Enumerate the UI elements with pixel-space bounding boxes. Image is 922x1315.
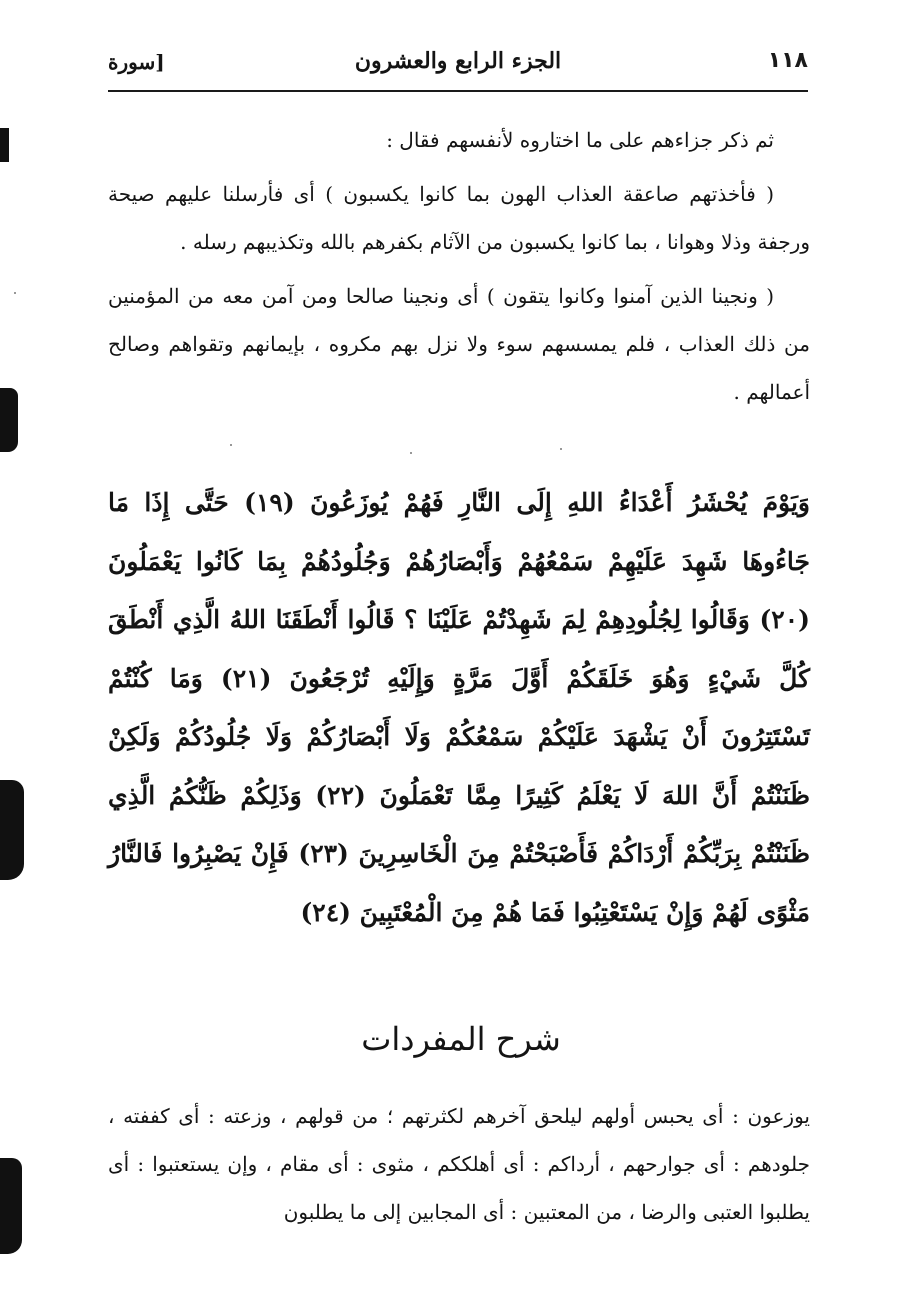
- scan-speck: [14, 292, 16, 294]
- scan-edge-mark: [0, 388, 18, 452]
- commentary-paragraph: ثم ذكر جزاءهم على ما اختاروه لأنفسهم فقال :: [386, 128, 774, 152]
- scan-speck: [410, 452, 412, 454]
- sura-label: [سورة: [108, 50, 165, 74]
- commentary-paragraph: ( ونجينا الذين آمنوا وكانوا يتقون ) أى ونجينا صالحا ومن آمن معه من المؤمنين من ذلك العذاب ، فلم يمسسهم سوء ولا نزل بهم مكروه ، بإيمانهم وتقواهم وصالح أعمالهم .: [108, 284, 810, 404]
- running-title: الجزء الرابع والعشرون: [354, 48, 562, 74]
- commentary-paragraph: ( فأخذتهم صاعقة العذاب الهون بما كانوا يكسبون ) أى فأرسلنا عليهم صيحة ورجفة وذلا وهوانا ، بما كانوا يكسبون من الآثام بكفرهم بالله وتكذيبهم رسله .: [108, 182, 810, 254]
- scan-edge-mark: [0, 780, 24, 880]
- header-rule: [108, 90, 808, 92]
- page-header: [108, 44, 808, 92]
- glossary-text: يوزعون : أى يحبس أولهم ليلحق آخرهم لكثرتهم ؛ من قولهم ، وزعته : أى كففته ، جلودهم : أى جوارحهم ، أرداكم : أى أهلككم ، مثوى : أى مقام ، وإن يستعتبوا : أى يطلبوا العتبى والرضا ، من المعتبين : أى المجابين إلى ما يطلبون: [108, 1104, 810, 1224]
- page-number: ١١٨: [767, 48, 808, 73]
- scan-speck: [560, 448, 562, 450]
- scan-edge-mark: [0, 1158, 22, 1254]
- scan-speck: [230, 444, 232, 446]
- vocabulary-title: شرح المفردات: [361, 1020, 561, 1058]
- quran-verses: وَيَوْمَ يُحْشَرُ أَعْدَاءُ اللهِ إِلَى النَّارِ فَهُمْ يُوزَعُونَ (١٩) حَتَّى إِذَا مَا جَاءُوهَا شَهِدَ عَلَيْهِمْ سَمْعُهُمْ وَأَبْصَارُهُمْ وَجُلُودُهُمْ بِمَا كَانُوا يَعْمَلُونَ (٢٠) وَقَالُوا لِجُلُودِهِمْ لِمَ شَهِدْتُمْ عَلَيْنَا ؟ قَالُوا أَنْطَقَنَا اللهُ الَّذِي أَنْطَقَ كُلَّ شَيْءٍ وَهُوَ خَلَقَكُمْ أَوَّلَ مَرَّةٍ وَإِلَيْهِ تُرْجَعُونَ (٢١) وَمَا كُنْتُمْ تَسْتَتِرُونَ أَنْ يَشْهَدَ عَلَيْكُمْ سَمْعُكُمْ وَلَا أَبْصَارُكُمْ وَلَا جُلُودُكُمْ وَلَكِنْ ظَنَنْتُمْ أَنَّ اللهَ لَا يَعْلَمُ كَثِيرًا مِمَّا تَعْمَلُونَ (٢٢) وَذَلِكُمْ ظَنُّكُمُ الَّذِي ظَنَنْتُمْ بِرَبِّكُمْ أَرْدَاكُمْ فَأَصْبَحْتُمْ مِنَ الْخَاسِرِينَ (٢٣) فَإِنْ يَصْبِرُوا فَالنَّارُ مَثْوًى لَهُمْ وَإِنْ يَسْتَعْتِبُوا فَمَا هُمْ مِنَ الْمُعْتَبِينَ (٢٤): [108, 488, 811, 927]
- commentary-block: [108, 116, 810, 416]
- scan-edge-mark: [0, 128, 9, 162]
